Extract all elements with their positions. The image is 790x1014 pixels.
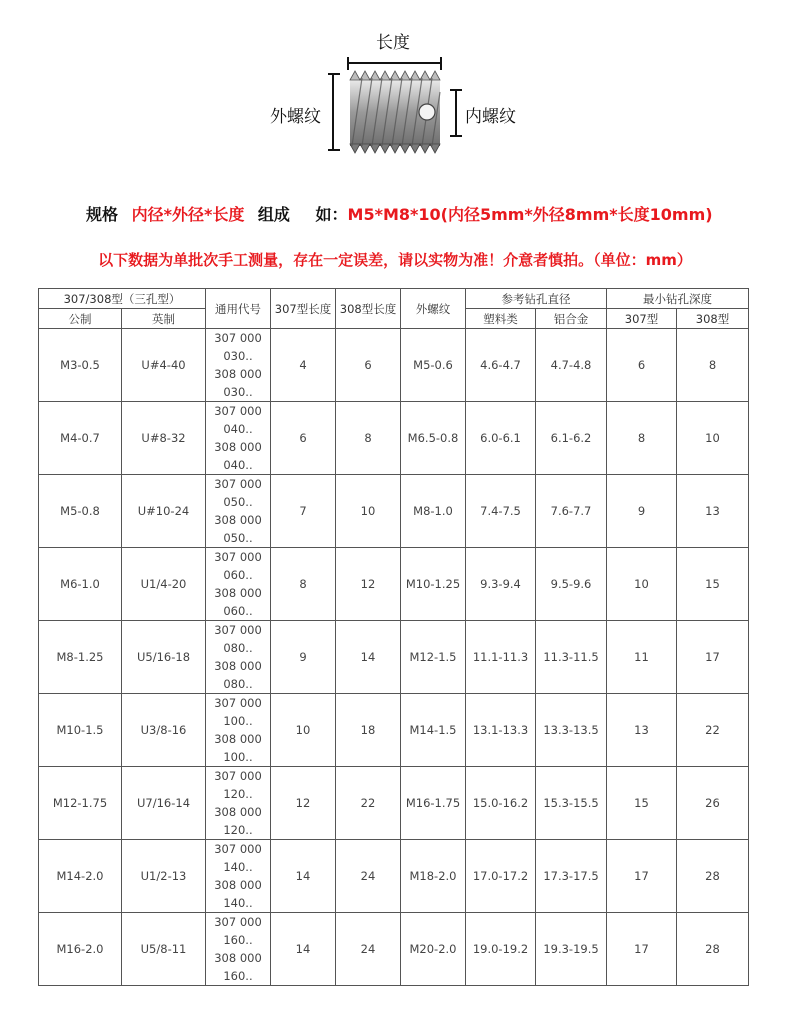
cell-outer: M18-2.0 [401,840,466,913]
header-depth307: 307型 [607,309,677,329]
header-len308: 308型长度 [336,289,401,329]
cell-depth307: 15 [607,767,677,840]
cell-depth308: 22 [677,694,749,767]
cell-plastic: 11.1-11.3 [466,621,536,694]
cell-alloy: 15.3-15.5 [536,767,607,840]
cell-len308: 8 [336,402,401,475]
header-alloy: 铝合金 [536,309,607,329]
cell-code [206,621,271,694]
code-line: 140.. [223,860,253,874]
inner-thread-label: 内螺纹 [465,107,516,127]
cell-plastic: 6.0-6.1 [466,402,536,475]
header-depth-group: 最小钻孔深度 [607,289,749,309]
cell-metric: M14-2.0 [39,840,122,913]
cell-imperial: U5/8-11 [122,913,206,986]
code-line: 307 000 [214,404,262,418]
code-line: 030.. [223,385,253,399]
cell-alloy: 9.5-9.6 [536,548,607,621]
cell-len307: 8 [271,548,336,621]
table-row [39,767,749,840]
code-line: 308 000 [214,586,262,600]
code-line: 307 000 [214,842,262,856]
code-line: 307 000 [214,623,262,637]
cell-outer: M12-1.5 [401,621,466,694]
cell-metric: M4-0.7 [39,402,122,475]
cell-imperial: U#4-40 [122,329,206,402]
code-line: 060.. [223,604,253,618]
code-line: 308 000 [214,732,262,746]
measurement-notice: 以下数据为单批次手工测量，存在一定误差，请以实物为准！介意者慎拍。（单位：mm） [98,251,692,269]
code-line: 308 000 [214,659,262,673]
code-line: 308 000 [214,367,262,381]
code-line: 030.. [223,349,253,363]
cell-depth307: 17 [607,913,677,986]
spec-example: M5*M8*10(内径5mm*外径8mm*长度10mm) [347,205,713,224]
header-depth308: 308型 [677,309,749,329]
code-line: 120.. [223,787,253,801]
cell-len308: 6 [336,329,401,402]
cell-metric: M10-1.5 [39,694,122,767]
table-row [39,402,749,475]
code-line: 307 000 [214,769,262,783]
cell-imperial: U1/2-13 [122,840,206,913]
cell-imperial: U#10-24 [122,475,206,548]
spec-line [86,202,713,225]
cell-len308: 24 [336,840,401,913]
cell-plastic: 19.0-19.2 [466,913,536,986]
spec-formula: 内径*外径*长度 [131,205,245,224]
cell-len308: 22 [336,767,401,840]
cell-depth308: 26 [677,767,749,840]
cell-len308: 12 [336,548,401,621]
outer-thread-label: 外螺纹 [270,107,321,127]
table-row [39,840,749,913]
cell-outer: M20-2.0 [401,913,466,986]
cell-imperial: U1/4-20 [122,548,206,621]
cell-depth307: 17 [607,840,677,913]
spec-prefix: 规格 [86,205,119,224]
cell-code [206,767,271,840]
cell-plastic: 13.1-13.3 [466,694,536,767]
cell-len308: 24 [336,913,401,986]
cell-plastic: 17.0-17.2 [466,840,536,913]
table-row [39,548,749,621]
cell-metric: M5-0.8 [39,475,122,548]
table-row [39,475,749,548]
code-line: 100.. [223,714,253,728]
cell-outer: M16-1.75 [401,767,466,840]
cell-metric: M16-2.0 [39,913,122,986]
cell-outer: M10-1.25 [401,548,466,621]
cell-len307: 6 [271,402,336,475]
cell-depth308: 28 [677,840,749,913]
code-line: 040.. [223,422,253,436]
table-row [39,329,749,402]
cell-outer: M6.5-0.8 [401,402,466,475]
code-line: 308 000 [214,878,262,892]
code-line: 140.. [223,896,253,910]
cell-alloy: 6.1-6.2 [536,402,607,475]
cell-depth308: 8 [677,329,749,402]
cell-alloy: 11.3-11.5 [536,621,607,694]
cell-depth308: 15 [677,548,749,621]
cell-code [206,840,271,913]
cell-plastic: 7.4-7.5 [466,475,536,548]
cell-len307: 10 [271,694,336,767]
cell-metric: M12-1.75 [39,767,122,840]
cell-len307: 12 [271,767,336,840]
cell-plastic: 4.6-4.7 [466,329,536,402]
cell-depth307: 6 [607,329,677,402]
cell-imperial: U3/8-16 [122,694,206,767]
cell-outer: M14-1.5 [401,694,466,767]
cell-code [206,548,271,621]
cell-depth307: 10 [607,548,677,621]
length-label: 长度 [376,33,410,53]
header-outer-thread: 外螺纹 [401,289,466,329]
code-line: 080.. [223,641,253,655]
cell-code [206,402,271,475]
cell-len307: 14 [271,913,336,986]
spec-example-prefix: 如： [315,205,348,224]
cell-len307: 14 [271,840,336,913]
cell-imperial: U5/16-18 [122,621,206,694]
cell-len308: 10 [336,475,401,548]
cell-metric: M3-0.5 [39,329,122,402]
cell-len308: 14 [336,621,401,694]
code-line: 120.. [223,823,253,837]
cell-len307: 9 [271,621,336,694]
cell-alloy: 4.7-4.8 [536,329,607,402]
header-plastic: 塑料类 [466,309,536,329]
cell-plastic: 15.0-16.2 [466,767,536,840]
table-row [39,621,749,694]
cell-depth307: 8 [607,402,677,475]
header-imperial: 英制 [122,309,206,329]
header-drill-group: 参考钻孔直径 [466,289,607,309]
cell-alloy: 13.3-13.5 [536,694,607,767]
cell-depth307: 11 [607,621,677,694]
threaded-insert-drawing [0,0,790,170]
cell-len307: 7 [271,475,336,548]
header-code: 通用代号 [206,289,271,329]
code-line: 308 000 [214,951,262,965]
cell-depth307: 13 [607,694,677,767]
cell-plastic: 9.3-9.4 [466,548,536,621]
code-line: 307 000 [214,550,262,564]
cell-metric: M6-1.0 [39,548,122,621]
code-line: 050.. [223,531,253,545]
cell-metric: M8-1.25 [39,621,122,694]
spec-table [38,288,749,986]
code-line: 050.. [223,495,253,509]
cell-len307: 4 [271,329,336,402]
cell-alloy: 17.3-17.5 [536,840,607,913]
cell-code [206,694,271,767]
code-line: 307 000 [214,696,262,710]
cell-outer: M5-0.6 [401,329,466,402]
cell-depth308: 28 [677,913,749,986]
cell-depth308: 17 [677,621,749,694]
code-line: 307 000 [214,915,262,929]
cell-len308: 18 [336,694,401,767]
code-line: 060.. [223,568,253,582]
table-row [39,694,749,767]
header-len307: 307型长度 [271,289,336,329]
cell-depth308: 10 [677,402,749,475]
code-line: 308 000 [214,440,262,454]
cell-depth308: 13 [677,475,749,548]
cell-imperial: U7/16-14 [122,767,206,840]
code-line: 080.. [223,677,253,691]
header-metric: 公制 [39,309,122,329]
code-line: 307 000 [214,331,262,345]
table-row [39,913,749,986]
code-line: 308 000 [214,513,262,527]
header-type-group: 307/308型（三孔型） [39,289,206,309]
cell-code [206,913,271,986]
code-line: 100.. [223,750,253,764]
cell-alloy: 19.3-19.5 [536,913,607,986]
cell-depth307: 9 [607,475,677,548]
cell-imperial: U#8-32 [122,402,206,475]
code-line: 160.. [223,969,253,983]
spec-middle: 组成 [257,205,290,224]
cell-outer: M8-1.0 [401,475,466,548]
code-line: 040.. [223,458,253,472]
cell-code [206,329,271,402]
code-line: 307 000 [214,477,262,491]
cell-code [206,475,271,548]
code-line: 160.. [223,933,253,947]
insert-diagram [0,0,790,170]
cell-alloy: 7.6-7.7 [536,475,607,548]
code-line: 308 000 [214,805,262,819]
